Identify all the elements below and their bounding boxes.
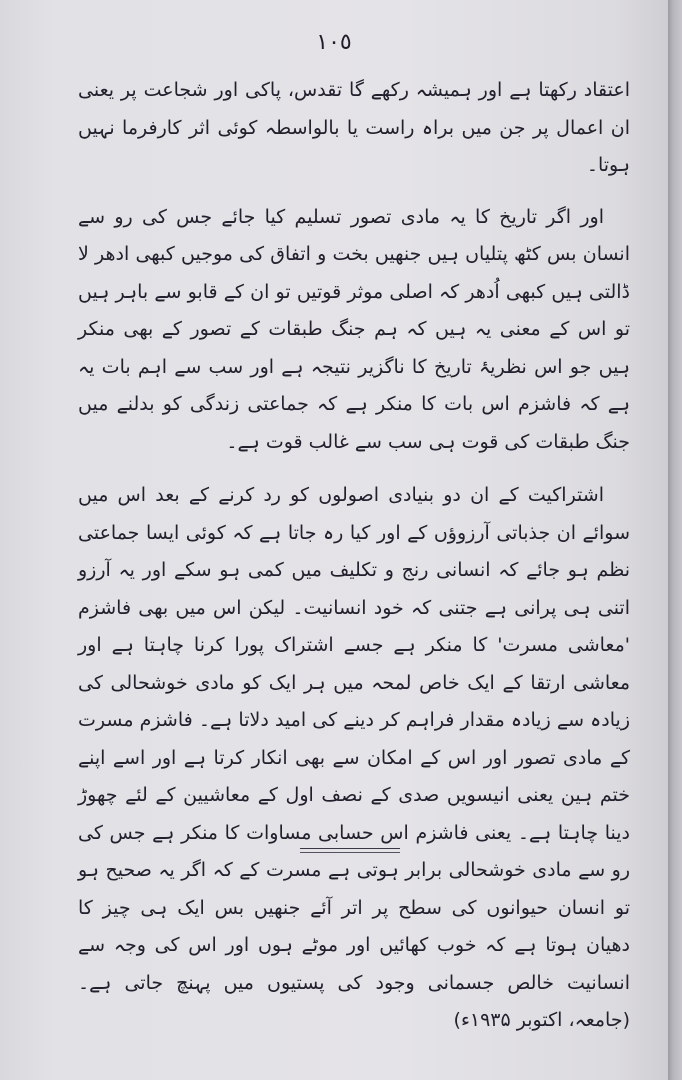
page-edge-shadow: [668, 0, 682, 1080]
page-body-text: [78, 72, 630, 1058]
section-divider-lower: [300, 852, 400, 853]
paragraph-3: اشتراکیت کے ان دو بنیادی اصولوں کو رد کرنے کے بعد اس میں سوائے ان جذباتی آرزوؤں کے اور کیا رہ جاتا ہے کہ کوئی ایسا جماعتی نظم ہو جائے کہ انسانی رنج و تکلیف میں کمی ہو سکے اور یہ آرزو اتنی ہی پرانی ہے جتنی کہ خود انسانیت۔ لیکن اس میں بھی فاشزم 'معاشی مسرت' کا منکر ہے جسے اشتراک پورا کرنا چاہتا ہے اور معاشی ارتقا کے ایک خاص لمحہ میں ہر ایک کو مادی خوشحالی کی زیادہ سے زیادہ مقدار فراہم کر دینے کی امید دلاتا ہے۔ فاشزم مسرت کے مادی تصور اور اس کے امکان سے بھی انکار کرتا ہے اور اسے اپنے ختم ہین یعنی انیسویں صدی کے نصف اول کے معاشیین کے لئے چھوڑ دینا چاہتا ہے۔ یعنی فاشزم اس حسابی مساوات کا منکر ہے جس کی رو سے مادی خوشحالی برابر ہوتی ہے مسرت کے کہ اگر یہ صحیح ہو تو انسان حیوانوں کی سطح پر اتر آئے جنھیں بس ایک ہی چیز کا دھیان ہوتا ہے کہ خوب کھائیں اور موٹے ہوں اور اس کی وجہ سے انسانیت خالص جسمانی وجود کی پستیوں میں پہنچ جاتی ہے۔ (جامعہ، اکتوبر ۱۹۳۵ء): [78, 484, 630, 1031]
paragraph-1: اعتقاد رکھتا ہے اور ہمیشہ رکھے گا تقدس، پاکی اور شجاعت پر یعنی ان اعمال پر جن میں براہ راست یا بالواسطہ کوئی اثر کارفرما نہیں ہوتا۔: [78, 79, 630, 176]
page-number: ١٠٥: [316, 30, 352, 55]
section-divider: [300, 848, 400, 849]
paragraph-2: اور اگر تاریخ کا یہ مادی تصور تسلیم کیا جائے جس کی رو سے انسان بس کٹھ پتلیاں ہیں جنھیں بخت و اتفاق کی موجیں کبھی ادھر لا ڈالتی ہیں کبھی اُدھر کہ اصلی موثر قوتیں تو ان کے قابو سے باہر ہیں تو اس کے معنی یہ ہیں کہ ہم جنگ طبقات کے تصور کے بھی منکر ہیں جو اس نظریۂ تاریخ کا ناگزیر نتیجہ ہے اور سب سے اہم بات یہ ہے کہ فاشزم اس بات کا منکر ہے کہ جماعتی زندگی کو بدلنے میں جنگ طبقات کی قوت ہی سب سے غالب قوت ہے۔: [78, 205, 630, 453]
